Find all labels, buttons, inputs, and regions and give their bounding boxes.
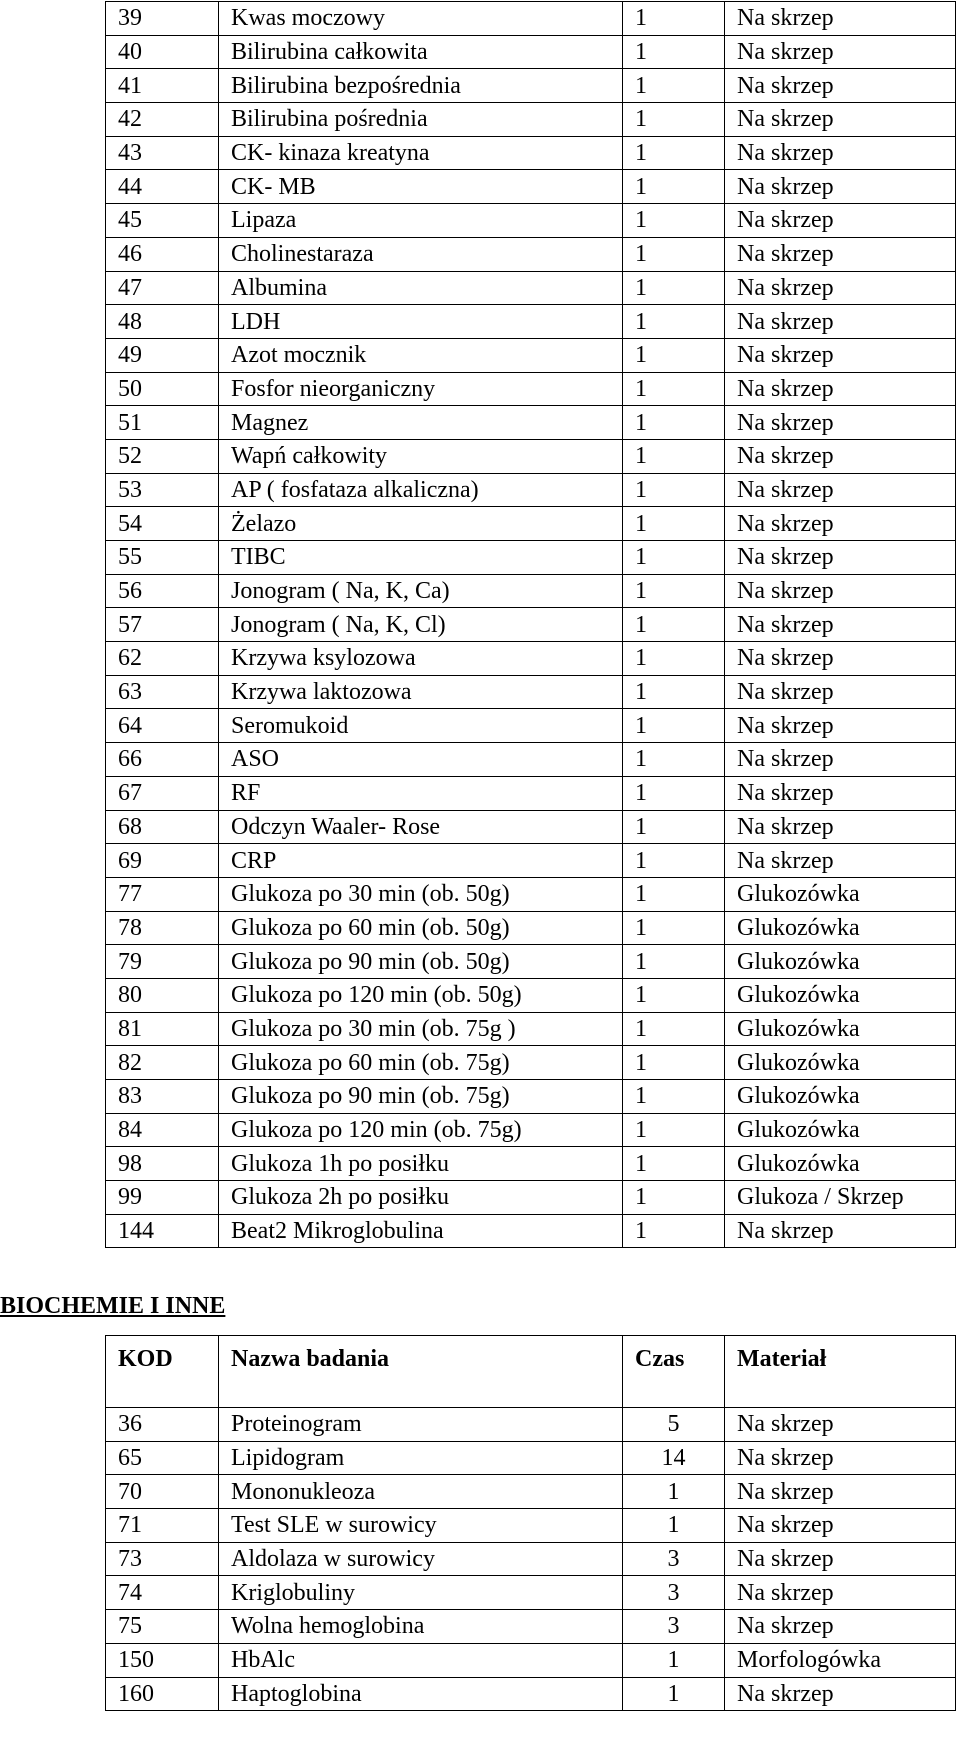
cell-time: 1 bbox=[623, 2, 725, 36]
cell-code: 82 bbox=[106, 1046, 219, 1080]
cell-name: Aldolaza w surowicy bbox=[219, 1542, 623, 1576]
cell-name: RF bbox=[219, 776, 623, 810]
cell-time: 1 bbox=[623, 1214, 725, 1248]
cell-time: 1 bbox=[623, 1509, 725, 1543]
table-row bbox=[106, 945, 956, 979]
cell-name: CK- kinaza kreatyna bbox=[219, 136, 623, 170]
cell-name: Glukoza 2h po posiłku bbox=[219, 1181, 623, 1215]
cell-name: Test SLE w surowicy bbox=[219, 1509, 623, 1543]
cell-name: Krzywa ksylozowa bbox=[219, 642, 623, 676]
table-row bbox=[106, 1610, 956, 1644]
section-title: BIOCHEMIE I INNE bbox=[0, 1293, 226, 1319]
cell-name: Odczyn Waaler- Rose bbox=[219, 810, 623, 844]
cell-material: Na skrzep bbox=[725, 372, 956, 406]
cell-time: 1 bbox=[623, 911, 725, 945]
cell-material: Na skrzep bbox=[725, 136, 956, 170]
cell-material: Na skrzep bbox=[725, 69, 956, 103]
table-row bbox=[106, 675, 956, 709]
cell-code: 83 bbox=[106, 1080, 219, 1114]
cell-name: ASO bbox=[219, 743, 623, 777]
table-header-row bbox=[106, 1336, 956, 1408]
cell-time: 1 bbox=[623, 743, 725, 777]
cell-code: 57 bbox=[106, 608, 219, 642]
cell-material: Na skrzep bbox=[725, 204, 956, 238]
cell-material: Na skrzep bbox=[725, 473, 956, 507]
cell-time: 1 bbox=[623, 1475, 725, 1509]
cell-time: 1 bbox=[623, 473, 725, 507]
table-row bbox=[106, 877, 956, 911]
cell-material: Glukozówka bbox=[725, 877, 956, 911]
table-row bbox=[106, 204, 956, 238]
cell-name: Glukoza po 120 min (ob. 50g) bbox=[219, 978, 623, 1012]
cell-time: 1 bbox=[623, 305, 725, 339]
table-row bbox=[106, 642, 956, 676]
cell-name: Wapń całkowity bbox=[219, 439, 623, 473]
cell-code: 42 bbox=[106, 103, 219, 137]
cell-material: Glukozówka bbox=[725, 1113, 956, 1147]
table-row bbox=[106, 1214, 956, 1248]
table-row bbox=[106, 2, 956, 36]
table-row bbox=[106, 271, 956, 305]
cell-material: Na skrzep bbox=[725, 1214, 956, 1248]
cell-time: 1 bbox=[623, 338, 725, 372]
cell-code: 81 bbox=[106, 1012, 219, 1046]
cell-time: 1 bbox=[623, 1012, 725, 1046]
cell-code: 65 bbox=[106, 1441, 219, 1475]
cell-name: Bilirubina bezpośrednia bbox=[219, 69, 623, 103]
cell-material: Na skrzep bbox=[725, 338, 956, 372]
cell-material: Na skrzep bbox=[725, 439, 956, 473]
cell-time: 1 bbox=[623, 271, 725, 305]
cell-time: 1 bbox=[623, 439, 725, 473]
cell-name: Glukoza po 60 min (ob. 50g) bbox=[219, 911, 623, 945]
cell-material: Na skrzep bbox=[725, 675, 956, 709]
cell-time: 1 bbox=[623, 1046, 725, 1080]
table-row bbox=[106, 776, 956, 810]
tests-table-top bbox=[105, 1, 956, 1248]
table-row bbox=[106, 1147, 956, 1181]
table-row bbox=[106, 69, 956, 103]
cell-code: 62 bbox=[106, 642, 219, 676]
table-row bbox=[106, 473, 956, 507]
tests-table-top-body bbox=[106, 2, 956, 1248]
cell-material: Na skrzep bbox=[725, 35, 956, 69]
cell-code: 45 bbox=[106, 204, 219, 238]
cell-code: 98 bbox=[106, 1147, 219, 1181]
cell-code: 84 bbox=[106, 1113, 219, 1147]
table-row bbox=[106, 1046, 956, 1080]
cell-code: 75 bbox=[106, 1610, 219, 1644]
table-row bbox=[106, 237, 956, 271]
cell-time: 1 bbox=[623, 776, 725, 810]
cell-name: Wolna hemoglobina bbox=[219, 1610, 623, 1644]
cell-time: 5 bbox=[623, 1408, 725, 1442]
cell-material: Na skrzep bbox=[725, 406, 956, 440]
cell-code: 144 bbox=[106, 1214, 219, 1248]
cell-time: 1 bbox=[623, 136, 725, 170]
cell-code: 68 bbox=[106, 810, 219, 844]
cell-code: 49 bbox=[106, 338, 219, 372]
cell-material: Na skrzep bbox=[725, 237, 956, 271]
header-material: Materiał bbox=[725, 1336, 956, 1408]
cell-time: 1 bbox=[623, 170, 725, 204]
table-row bbox=[106, 608, 956, 642]
cell-material: Glukozówka bbox=[725, 1080, 956, 1114]
cell-code: 150 bbox=[106, 1643, 219, 1677]
tests-table-bottom bbox=[105, 1335, 956, 1711]
cell-material: Na skrzep bbox=[725, 1677, 956, 1711]
table-row bbox=[106, 1475, 956, 1509]
table-row bbox=[106, 406, 956, 440]
cell-name: TIBC bbox=[219, 541, 623, 575]
cell-name: Cholinestaraza bbox=[219, 237, 623, 271]
cell-material: Na skrzep bbox=[725, 608, 956, 642]
cell-material: Na skrzep bbox=[725, 1509, 956, 1543]
cell-material: Na skrzep bbox=[725, 642, 956, 676]
cell-code: 71 bbox=[106, 1509, 219, 1543]
cell-time: 1 bbox=[623, 1080, 725, 1114]
cell-code: 36 bbox=[106, 1408, 219, 1442]
cell-time: 1 bbox=[623, 237, 725, 271]
cell-material: Na skrzep bbox=[725, 2, 956, 36]
table-row bbox=[106, 743, 956, 777]
cell-material: Na skrzep bbox=[725, 1576, 956, 1610]
cell-time: 1 bbox=[623, 35, 725, 69]
cell-material: Na skrzep bbox=[725, 574, 956, 608]
cell-name: Lipidogram bbox=[219, 1441, 623, 1475]
cell-name: Jonogram ( Na, K, Cl) bbox=[219, 608, 623, 642]
cell-material: Na skrzep bbox=[725, 170, 956, 204]
table-row bbox=[106, 103, 956, 137]
cell-code: 99 bbox=[106, 1181, 219, 1215]
cell-code: 54 bbox=[106, 507, 219, 541]
table-row bbox=[106, 136, 956, 170]
cell-name: Bilirubina całkowita bbox=[219, 35, 623, 69]
cell-code: 48 bbox=[106, 305, 219, 339]
cell-time: 1 bbox=[623, 406, 725, 440]
table-row bbox=[106, 709, 956, 743]
cell-time: 1 bbox=[623, 1643, 725, 1677]
cell-name: Żelazo bbox=[219, 507, 623, 541]
cell-time: 3 bbox=[623, 1576, 725, 1610]
cell-name: Kwas moczowy bbox=[219, 2, 623, 36]
cell-name: Haptoglobina bbox=[219, 1677, 623, 1711]
cell-name: Proteinogram bbox=[219, 1408, 623, 1442]
cell-time: 1 bbox=[623, 675, 725, 709]
cell-name: Lipaza bbox=[219, 204, 623, 238]
table-row bbox=[106, 1576, 956, 1610]
cell-material: Na skrzep bbox=[725, 305, 956, 339]
cell-material: Na skrzep bbox=[725, 810, 956, 844]
cell-time: 1 bbox=[623, 978, 725, 1012]
header-time: Czas bbox=[623, 1336, 725, 1408]
cell-material: Na skrzep bbox=[725, 541, 956, 575]
table-row bbox=[106, 574, 956, 608]
table-row bbox=[106, 372, 956, 406]
cell-code: 160 bbox=[106, 1677, 219, 1711]
cell-time: 3 bbox=[623, 1542, 725, 1576]
table-row bbox=[106, 507, 956, 541]
table-row bbox=[106, 1441, 956, 1475]
cell-code: 44 bbox=[106, 170, 219, 204]
cell-material: Morfologówka bbox=[725, 1643, 956, 1677]
cell-material: Na skrzep bbox=[725, 507, 956, 541]
cell-time: 1 bbox=[623, 541, 725, 575]
cell-material: Na skrzep bbox=[725, 844, 956, 878]
cell-code: 55 bbox=[106, 541, 219, 575]
cell-name: Glukoza po 30 min (ob. 50g) bbox=[219, 877, 623, 911]
table-row bbox=[106, 1113, 956, 1147]
cell-name: Mononukleoza bbox=[219, 1475, 623, 1509]
table-row bbox=[106, 170, 956, 204]
cell-material: Na skrzep bbox=[725, 1610, 956, 1644]
cell-material: Na skrzep bbox=[725, 271, 956, 305]
cell-name: Glukoza po 60 min (ob. 75g) bbox=[219, 1046, 623, 1080]
cell-name: Bilirubina pośrednia bbox=[219, 103, 623, 137]
cell-time: 1 bbox=[623, 844, 725, 878]
cell-name: LDH bbox=[219, 305, 623, 339]
cell-name: Kriglobuliny bbox=[219, 1576, 623, 1610]
table-row bbox=[106, 1080, 956, 1114]
cell-name: Fosfor nieorganiczny bbox=[219, 372, 623, 406]
table-row bbox=[106, 844, 956, 878]
table-row bbox=[106, 911, 956, 945]
cell-time: 1 bbox=[623, 608, 725, 642]
cell-name: Magnez bbox=[219, 406, 623, 440]
cell-name: Seromukoid bbox=[219, 709, 623, 743]
cell-time: 1 bbox=[623, 877, 725, 911]
table-row bbox=[106, 978, 956, 1012]
cell-material: Glukozówka bbox=[725, 1012, 956, 1046]
table-row bbox=[106, 439, 956, 473]
cell-material: Glukozówka bbox=[725, 978, 956, 1012]
cell-code: 50 bbox=[106, 372, 219, 406]
cell-time: 1 bbox=[623, 69, 725, 103]
cell-code: 74 bbox=[106, 1576, 219, 1610]
cell-material: Na skrzep bbox=[725, 1408, 956, 1442]
cell-code: 67 bbox=[106, 776, 219, 810]
header-name: Nazwa badania bbox=[219, 1336, 623, 1408]
cell-code: 39 bbox=[106, 2, 219, 36]
cell-code: 69 bbox=[106, 844, 219, 878]
table-row bbox=[106, 1012, 956, 1046]
cell-code: 43 bbox=[106, 136, 219, 170]
cell-material: Na skrzep bbox=[725, 709, 956, 743]
cell-name: Glukoza 1h po posiłku bbox=[219, 1147, 623, 1181]
cell-time: 1 bbox=[623, 1147, 725, 1181]
cell-time: 1 bbox=[623, 372, 725, 406]
cell-material: Na skrzep bbox=[725, 1542, 956, 1576]
cell-material: Glukoza / Skrzep bbox=[725, 1181, 956, 1215]
table-row bbox=[106, 1181, 956, 1215]
cell-name: AP ( fosfataza alkaliczna) bbox=[219, 473, 623, 507]
cell-time: 1 bbox=[623, 103, 725, 137]
cell-name: HbAlc bbox=[219, 1643, 623, 1677]
cell-name: CRP bbox=[219, 844, 623, 878]
table-row bbox=[106, 305, 956, 339]
cell-name: Albumina bbox=[219, 271, 623, 305]
cell-code: 64 bbox=[106, 709, 219, 743]
cell-code: 78 bbox=[106, 911, 219, 945]
cell-time: 1 bbox=[623, 204, 725, 238]
table-row bbox=[106, 1677, 956, 1711]
header-code: KOD bbox=[106, 1336, 219, 1408]
cell-material: Na skrzep bbox=[725, 103, 956, 137]
cell-material: Na skrzep bbox=[725, 743, 956, 777]
cell-code: 52 bbox=[106, 439, 219, 473]
table-row bbox=[106, 35, 956, 69]
table-row bbox=[106, 1542, 956, 1576]
cell-time: 1 bbox=[623, 1181, 725, 1215]
cell-name: Glukoza po 90 min (ob. 50g) bbox=[219, 945, 623, 979]
table-row bbox=[106, 338, 956, 372]
cell-name: Glukoza po 90 min (ob. 75g) bbox=[219, 1080, 623, 1114]
cell-name: Krzywa laktozowa bbox=[219, 675, 623, 709]
cell-code: 70 bbox=[106, 1475, 219, 1509]
cell-time: 1 bbox=[623, 709, 725, 743]
cell-code: 77 bbox=[106, 877, 219, 911]
cell-name: Azot mocznik bbox=[219, 338, 623, 372]
cell-name: CK- MB bbox=[219, 170, 623, 204]
cell-time: 1 bbox=[623, 574, 725, 608]
cell-time: 1 bbox=[623, 1677, 725, 1711]
cell-name: Jonogram ( Na, K, Ca) bbox=[219, 574, 623, 608]
cell-material: Glukozówka bbox=[725, 1046, 956, 1080]
cell-code: 41 bbox=[106, 69, 219, 103]
table-row bbox=[106, 541, 956, 575]
cell-material: Glukozówka bbox=[725, 911, 956, 945]
table-row bbox=[106, 1408, 956, 1442]
cell-code: 79 bbox=[106, 945, 219, 979]
cell-material: Glukozówka bbox=[725, 945, 956, 979]
cell-code: 47 bbox=[106, 271, 219, 305]
cell-time: 14 bbox=[623, 1441, 725, 1475]
cell-code: 63 bbox=[106, 675, 219, 709]
cell-material: Glukozówka bbox=[725, 1147, 956, 1181]
cell-name: Beat2 Mikroglobulina bbox=[219, 1214, 623, 1248]
cell-code: 73 bbox=[106, 1542, 219, 1576]
cell-name: Glukoza po 120 min (ob. 75g) bbox=[219, 1113, 623, 1147]
cell-material: Na skrzep bbox=[725, 1441, 956, 1475]
cell-material: Na skrzep bbox=[725, 776, 956, 810]
cell-material: Na skrzep bbox=[725, 1475, 956, 1509]
tests-table-bottom-body bbox=[106, 1408, 956, 1711]
cell-time: 1 bbox=[623, 642, 725, 676]
cell-code: 51 bbox=[106, 406, 219, 440]
cell-code: 66 bbox=[106, 743, 219, 777]
cell-time: 1 bbox=[623, 1113, 725, 1147]
cell-time: 3 bbox=[623, 1610, 725, 1644]
table-row bbox=[106, 810, 956, 844]
cell-code: 56 bbox=[106, 574, 219, 608]
cell-name: Glukoza po 30 min (ob. 75g ) bbox=[219, 1012, 623, 1046]
cell-time: 1 bbox=[623, 507, 725, 541]
cell-time: 1 bbox=[623, 945, 725, 979]
table-row bbox=[106, 1509, 956, 1543]
cell-time: 1 bbox=[623, 810, 725, 844]
cell-code: 80 bbox=[106, 978, 219, 1012]
cell-code: 40 bbox=[106, 35, 219, 69]
cell-code: 46 bbox=[106, 237, 219, 271]
cell-code: 53 bbox=[106, 473, 219, 507]
table-row bbox=[106, 1643, 956, 1677]
